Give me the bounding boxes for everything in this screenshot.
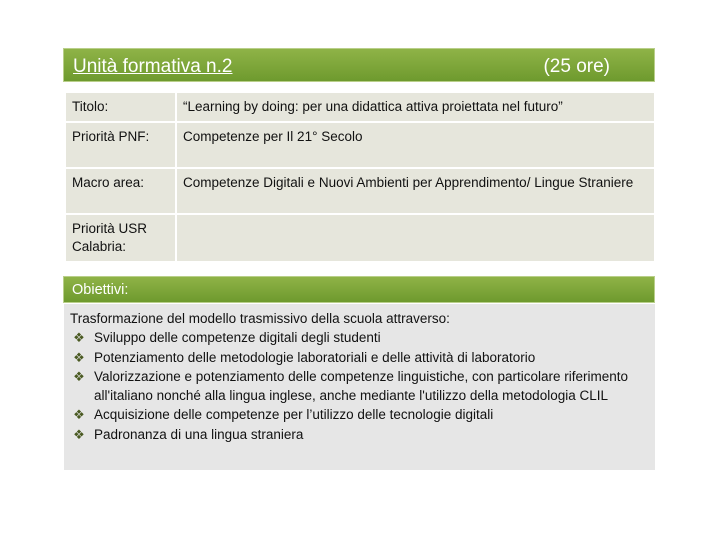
unit-hours: (25 ore) — [543, 56, 610, 77]
row-label: Macro area: — [65, 168, 176, 214]
row-value: “Learning by doing: per una didattica attiva proiettata nel futuro” — [176, 92, 655, 122]
diamond-bullet-icon: ❖ — [73, 426, 85, 442]
row-titolo — [65, 92, 655, 122]
objectives-intro: Trasformazione del modello trasmissivo della scuola attraverso: — [70, 311, 450, 326]
list-item: ❖ Valorizzazione e potenziamento delle competenze linguistiche, con particolare riferimento all'italiano nonché alla lingua inglese, anche mediante l'utilizzo della metodologia CLIL — [70, 367, 649, 406]
list-item: ❖ Sviluppo delle competenze digitali degli studenti — [70, 328, 649, 347]
row-value: Competenze Digitali e Nuovi Ambienti per Apprendimento/ Lingue Straniere — [176, 168, 655, 214]
diamond-bullet-icon: ❖ — [73, 368, 85, 384]
row-priorita-usr — [65, 214, 655, 262]
row-value — [176, 214, 655, 262]
list-item: ❖ Acquisizione delle competenze per l’utilizzo delle tecnologie digitali — [70, 405, 649, 424]
diamond-bullet-icon: ❖ — [73, 407, 85, 423]
objectives-body — [64, 304, 655, 470]
list-item: ❖ Padronanza di una lingua straniera — [70, 425, 649, 444]
diamond-bullet-icon: ❖ — [73, 349, 85, 365]
row-label: Priorità PNF: — [65, 122, 176, 168]
objectives-heading-bar — [63, 276, 655, 303]
row-priorita-pnf — [65, 122, 655, 168]
row-value: Competenze per Il 21° Secolo — [176, 122, 655, 168]
row-label: Titolo: — [65, 92, 176, 122]
unit-header — [63, 48, 655, 82]
row-macro-area — [65, 168, 655, 214]
info-table — [64, 91, 656, 263]
unit-title: Unità formativa n.2 — [73, 56, 233, 77]
list-item: ❖ Potenziamento delle metodologie laboratoriali e delle attività di laboratorio — [70, 348, 649, 367]
objectives-list — [70, 328, 649, 444]
row-label: Priorità USR Calabria: — [65, 214, 176, 262]
objectives-heading: Obiettivi: — [72, 282, 129, 298]
diamond-bullet-icon: ❖ — [73, 330, 85, 346]
